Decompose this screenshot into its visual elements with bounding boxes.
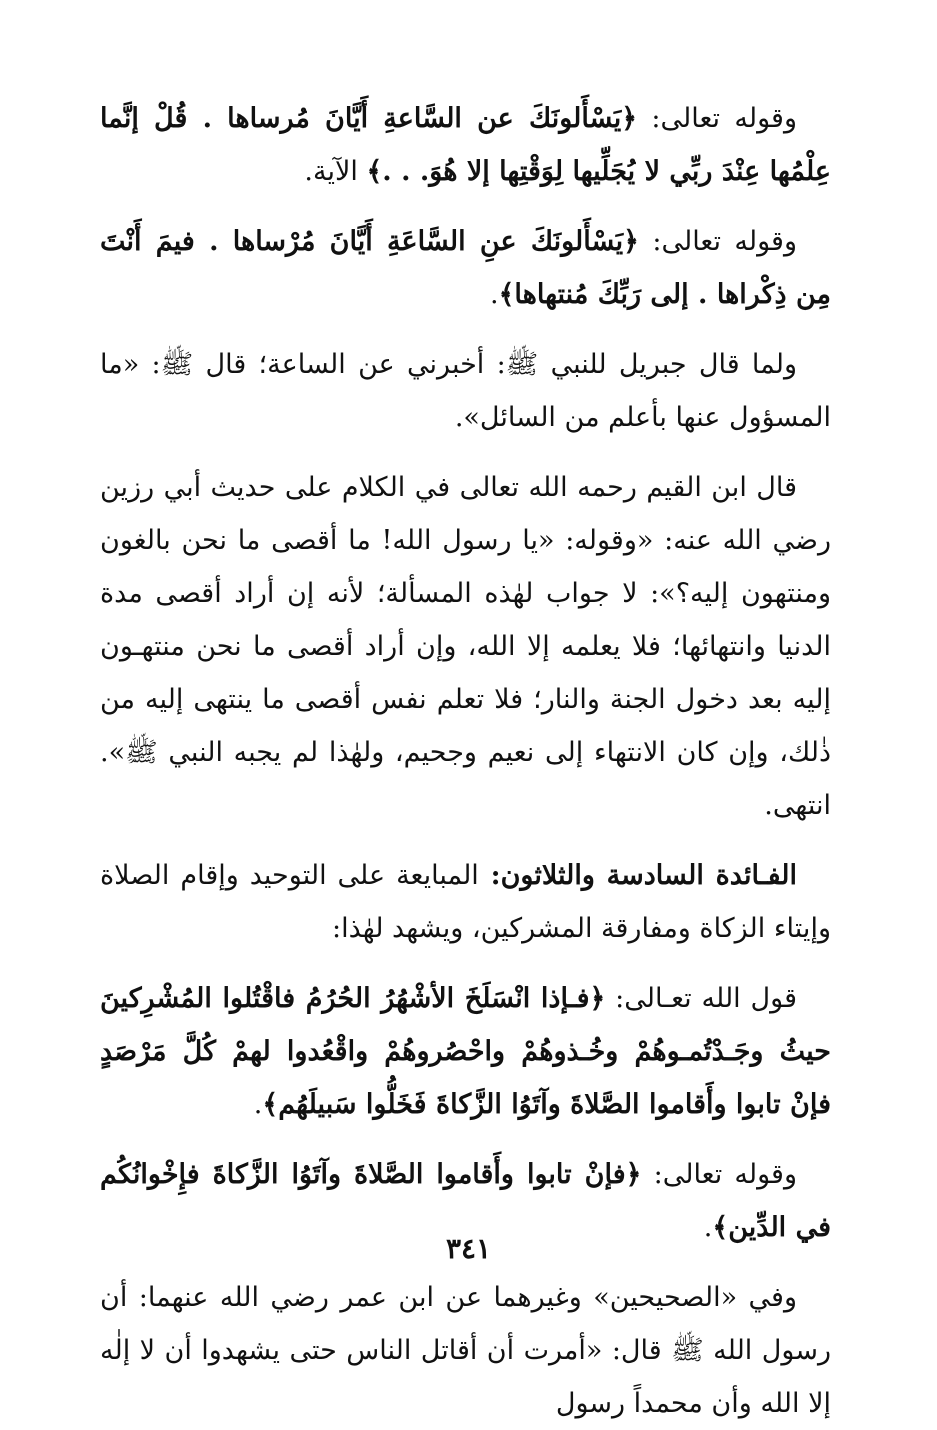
paragraph-verse-1 (100, 92, 831, 198)
verse-suffix: . (253, 1089, 263, 1120)
quran-verse: ﴿فـإذا انْسَلَخَ الأشْهُرُ الحُرُمُ فاقْتُلوا المُشْرِكينَ حيثُ وجَـدْتُمـوهُمْ وخُـذوهُمْ واحْصُروهُمْ واقْعُدوا لهمْ كُلَّ مَرْصَدٍ فإنْ تابوا وأَقاموا الصَّلاةَ وآتَوُا الزَّكاةَ فَخَلُّوا سَبيلَهُم﴾ (100, 983, 831, 1120)
paragraph-benefit-36 (100, 849, 831, 955)
quran-verse: ﴿يَسْأَلونَكَ عنِ السَّاعَةِ أَيَّانَ مُرْساها . فيمَ أَنْتَ مِن ذِكْراها . إلى رَبِّكَ مُنتهاها﴾ (100, 226, 831, 310)
verse-suffix: . (703, 1212, 713, 1243)
benefit-heading: الفـائدة السادسة والثلاثون: (478, 860, 797, 891)
paragraph-hadith-jibril: ولما قال جبريل للنبي ﷺ: أخبرني عن الساعة؛ قال ﷺ: «ما المسؤول عنها بأعلم من السائل». (100, 349, 831, 433)
verse-suffix: الآية. (304, 156, 367, 187)
paragraph-verse-2 (100, 215, 831, 321)
verse-suffix: . (489, 279, 499, 310)
paragraph-sahihayn: وفي «الصحيحين» وغيرهما عن ابن عمر رضي الله عنهما: أن رسول الله ﷺ قال: «أمرت أن أقاتل الناس حتى يشهدوا أن لا إلٰه إلا الله وأن محمداً رسول (100, 1282, 831, 1419)
verse-intro: قول الله تعـالى: (605, 983, 797, 1014)
quran-verse: ﴿يَسْأَلونَكَ عن السَّاعةِ أَيَّانَ مُرساها . قُلْ إنَّما عِلْمُها عِنْدَ ربِّي لا يُجَلِّيها لِوَقْتِها إلا هُوَ. . .﴾ (100, 103, 831, 187)
benefit-text: المبايعة على التوحيد وإقام الصلاة وإيتاء الزكاة ومفارقة المشركين، ويشهد لهٰذا: (100, 860, 831, 944)
verse-intro: وقوله تعالى: (641, 1159, 797, 1190)
page-number: ٣٤١ (445, 1232, 492, 1265)
quran-verse: ﴿فإنْ تابوا وأَقاموا الصَّلاةَ وآتَوُا الزَّكاةَ فإِخْوانُكُم في الدِّين﴾ (100, 1159, 831, 1243)
paragraph-verse-3 (100, 972, 831, 1131)
verse-intro: وقوله تعالى: (637, 103, 797, 134)
paragraph-ibn-qayyim: قال ابن القيم رحمه الله تعالى في الكلام على حديث أبي رزين رضي الله عنه: «وقوله: «يا رسول الله! ما أقصى ما نحن بالغون ومنتهون إليه؟»: لا جواب لهٰذه المسألة؛ لأنه إن أراد أقصى مدة الدنيا وانتهائها؛ فلا يعلمه إلا الله، وإن أراد أقصى ما نحن منتهـون إليه بعد دخول الجنة والنار؛ فلا تعلم نفس أقصى ما ينتهى إليه من ذٰلك، وإن كان الانتهاء إلى نعيم وجحيم، ولهٰذا لم يجبه النبي ﷺ». انتهى. (100, 472, 831, 821)
verse-intro: وقوله تعالى: (638, 226, 797, 257)
